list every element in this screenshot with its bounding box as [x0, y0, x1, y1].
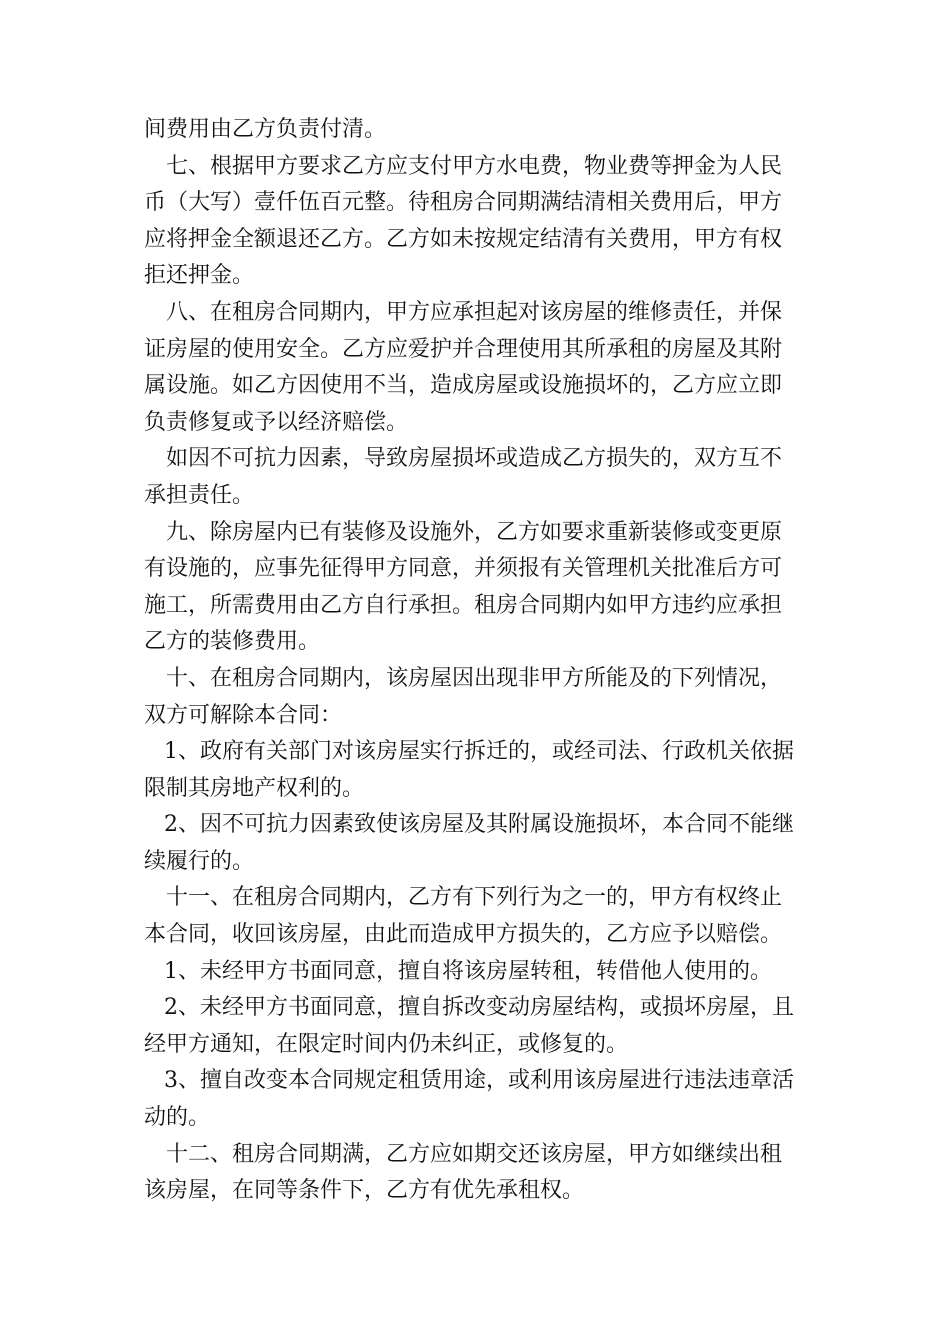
text-line: 币（大写）壹仟伍百元整。待租房合同期满结清相关费用后，甲方: [144, 190, 783, 216]
text-line: 施工，所需费用由乙方自行承担。租房合同期内如甲方违约应承担: [144, 592, 783, 618]
text-line: 承担责任。: [144, 482, 255, 508]
document-page: [144, 112, 808, 1210]
clause-9-line: 九、除房屋内已有装修及设施外，乙方如要求重新装修或变更原: [166, 519, 783, 545]
text-line: 双方可解除本合同：: [144, 702, 343, 728]
clause-12-line: 十二、租房合同期满，乙方应如期交还该房屋，甲方如继续出租: [166, 1141, 783, 1167]
text-line: 有设施的，应事先征得甲方同意，并须报有关管理机关批准后方可: [144, 556, 783, 582]
clause-11-item-2: 2、未经甲方书面同意，擅自拆改变动房屋结构，或损坏房屋，且: [164, 995, 794, 1021]
text-line: 限制其房地产权利的。: [144, 775, 365, 801]
text-line: 乙方的装修费用。: [144, 629, 321, 655]
text-line: 该房屋，在同等条件下，乙方有优先承租权。: [144, 1178, 585, 1204]
clause-11-item-1: 1、未经甲方书面同意，擅自将该房屋转租，转借他人使用的。: [164, 958, 772, 984]
text-line: 拒还押金。: [144, 263, 255, 289]
text-line: 应将押金全额退还乙方。乙方如未按规定结清有关费用，甲方有权: [144, 226, 783, 252]
text-line: 动的。: [144, 1105, 211, 1131]
clause-8-line: 八、在租房合同期内，甲方应承担起对该房屋的维修责任，并保: [166, 299, 783, 325]
clause-11-item-3: 3、擅自改变本合同规定租赁用途，或利用该房屋进行违法违章活: [164, 1068, 794, 1094]
text-line: 负责修复或予以经济赔偿。: [144, 409, 409, 435]
clause-10-item-1: 1、政府有关部门对该房屋实行拆迁的，或经司法、行政机关依据: [164, 739, 794, 765]
text-line: 本合同，收回该房屋，由此而造成甲方损失的，乙方应予以赔偿。: [144, 922, 783, 948]
force-majeure-line: 如因不可抗力因素，导致房屋损坏或造成乙方损失的，双方互不: [166, 446, 783, 472]
text-line: 证房屋的使用安全。乙方应爱护并合理使用其所承租的房屋及其附: [144, 336, 783, 362]
clause-7-line: 七、根据甲方要求乙方应支付甲方水电费，物业费等押金为人民: [166, 153, 783, 179]
text-line: 属设施。如乙方因使用不当，造成房屋或设施损坏的，乙方应立即: [144, 373, 783, 399]
clause-11-line: 十一、在租房合同期内，乙方有下列行为之一的，甲方有权终止: [166, 885, 783, 911]
clause-10-item-2: 2、因不可抗力因素致使该房屋及其附属设施损坏，本合同不能继: [164, 812, 794, 838]
text-line: 间费用由乙方负责付清。: [144, 117, 387, 142]
text-line: 续履行的。: [144, 848, 255, 874]
clause-10-line: 十、在租房合同期内，该房屋因出现非甲方所能及的下列情况，: [166, 665, 783, 691]
text-line: 经甲方通知，在限定时间内仍未纠正，或修复的。: [144, 1031, 629, 1057]
